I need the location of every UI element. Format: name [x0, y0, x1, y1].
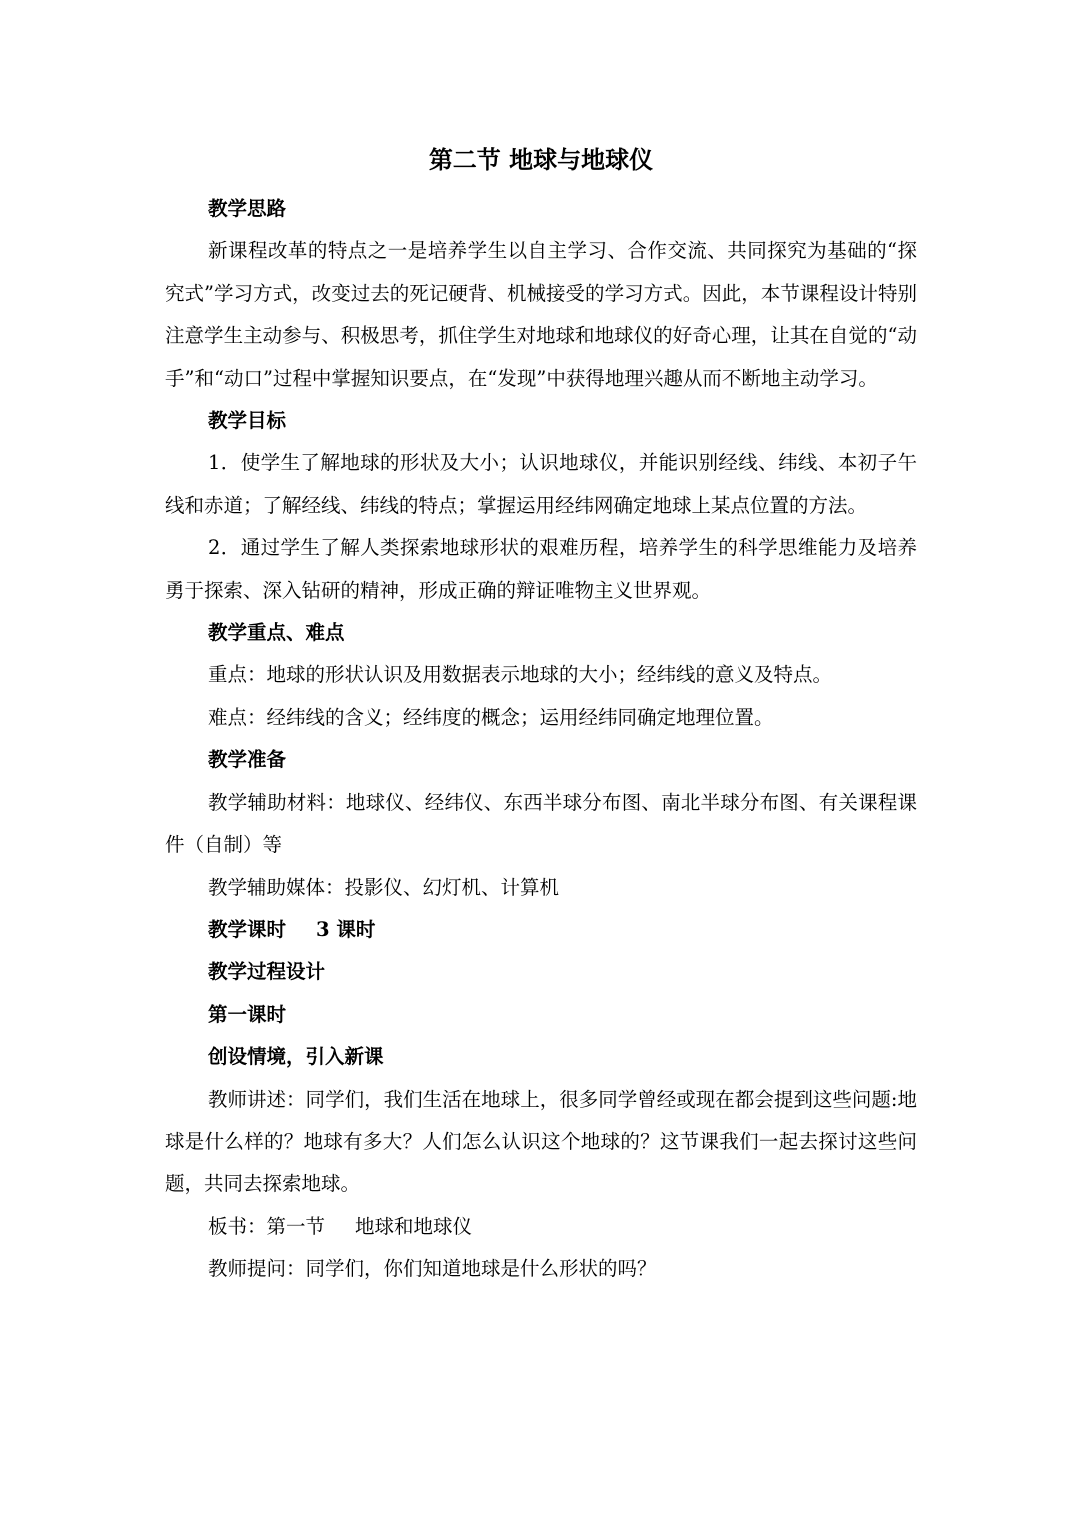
section-heading-first-lesson: 第一课时: [208, 1002, 287, 1026]
paragraph-goal-2: 2．通过学生了解人类探索地球形状的艰难历程，培养学生的科学思维能力及培养勇于探索、深入钻研的精神，形成正确的辩证唯物主义世界观。: [165, 536, 917, 602]
document-title: 第二节 地球与地球仪: [428, 145, 654, 174]
class-hours-label: 教学课时: [208, 917, 287, 941]
section-heading-teaching-goals: 教学目标: [208, 409, 287, 433]
document-page: [165, 138, 917, 1291]
paragraph-teacher-question: 教师提问：同学们，你们知道地球是什么形状的吗？: [208, 1257, 657, 1281]
blackboard-line: [165, 1206, 917, 1248]
section-heading-preparation: 教学准备: [208, 748, 287, 772]
paragraph-materials: 教学辅助材料：地球仪、经纬仪、东西半球分布图、南北半球分布图、有关课程课件（自制）等: [165, 790, 917, 857]
section-heading-process-design: 教学过程设计: [208, 960, 326, 984]
paragraph-key-point: 重点：地球的形状认识及用数据表示地球的大小；经纬线的意义及特点。: [208, 663, 833, 687]
section-heading-teaching-approach: 教学思路: [208, 197, 287, 220]
section-heading-key-points: 教学重点、难点: [208, 621, 345, 645]
paragraph-goal-1: 1．使学生了解地球的形状及大小；认识地球仪，并能识别经线、纬线、本初子午线和赤道；了解经线、纬线的特点；掌握运用经纬网确定地球上某点位置的方法。: [165, 451, 917, 517]
section-heading-class-hours: [165, 909, 917, 951]
paragraph-media: 教学辅助媒体：投影仪、幻灯机、计算机: [208, 875, 560, 899]
paragraph-teacher-narration: 教师讲述：同学们，我们生活在地球上，很多同学曾经或现在都会提到这些问题:地球是什么样的？地球有多大？人们怎么认识这个地球的？这节课我们一起去探讨这些问题，共同去探索地球。: [165, 1087, 917, 1196]
blackboard-label: 板书：第一节: [208, 1214, 326, 1238]
blackboard-title: 地球和地球仪: [355, 1214, 473, 1238]
paragraph-difficult-point: 难点：经纬线的含义；经纬度的概念；运用经纬同确定地理位置。: [208, 705, 774, 729]
paragraph-teaching-approach: 新课程改革的特点之一是培养学生以自主学习、合作交流、共同探究为基础的“探究式”学习方式，改变过去的死记硬背、机械接受的学习方式。因此，本节课程设计特别注意学生主动参与、积极思考，抓住学生对地球和地球仪的好奇心理，让其在自觉的“动手”和“动口”过程中掌握知识要点，在“发现”中获得地理兴趣从而不断地主动学习。: [165, 239, 917, 390]
class-hours-value: 3 课时: [316, 917, 376, 941]
section-heading-introduction: 创设情境，引入新课: [208, 1045, 384, 1069]
